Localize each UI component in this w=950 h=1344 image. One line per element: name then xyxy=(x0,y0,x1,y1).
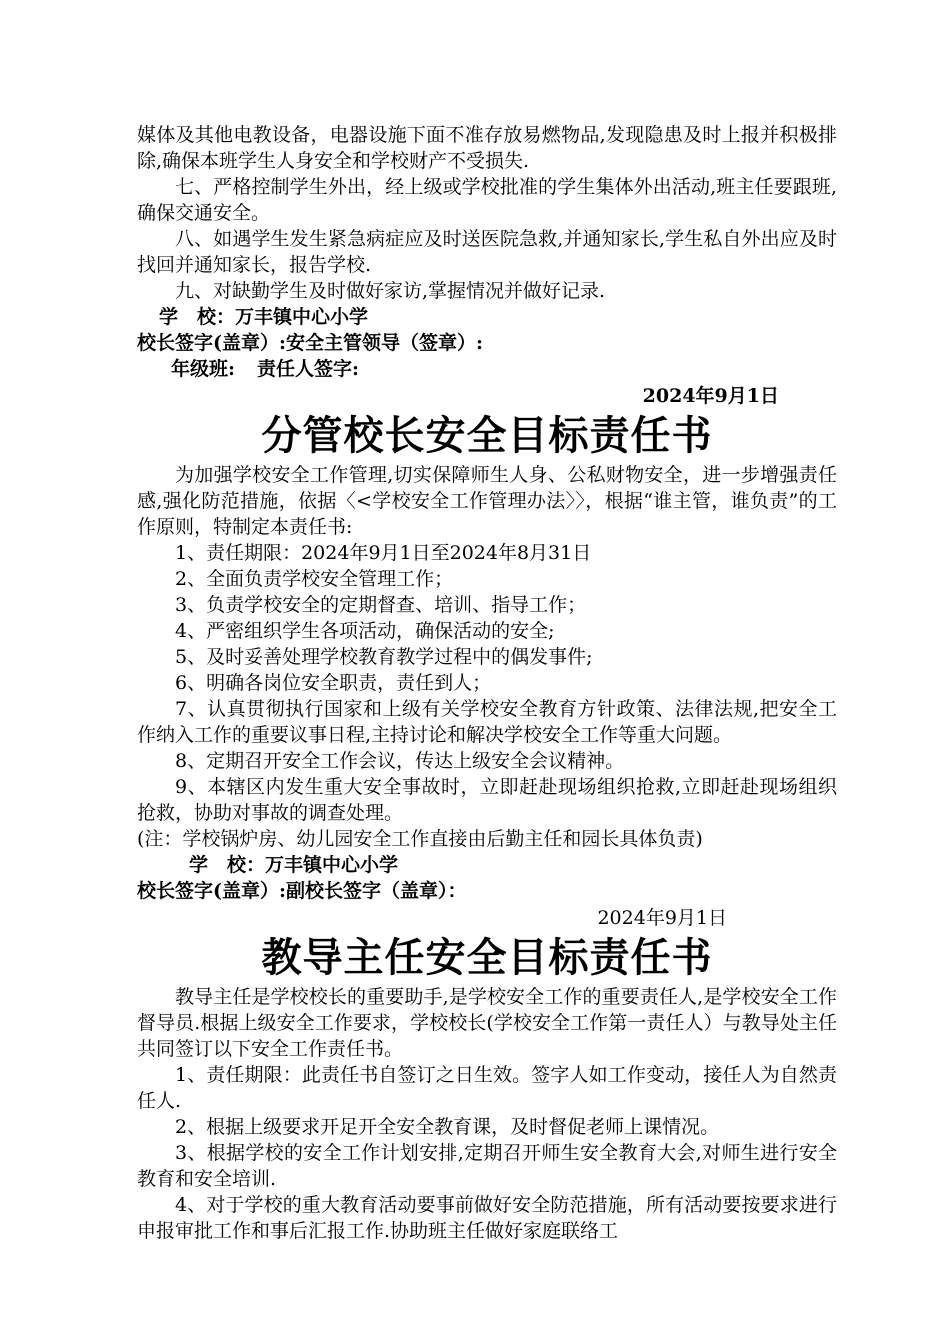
grade-label: 年级班: xyxy=(171,358,236,380)
section1-item-9: 九、对缺勤学生及时做好家访,掌握情况并做好记录. xyxy=(175,280,606,302)
section2-item-1: 1、责任期限：2024年9月1日至2024年8月31日 xyxy=(175,542,592,564)
section3-item-4: 4、对于学校的重大教育活动要事前做好安全防范措施，所有活动要按要求进行申报审批工作和事后汇报工作.协助班主任做好家庭联络工 xyxy=(137,1194,837,1242)
section1-paragraph-1: 媒体及其他电教设备，电器设施下面不准存放易燃物品,发现隐患及时上报并积极排除,确保本班学生人身安全和学校财产不受损失. xyxy=(137,124,837,172)
section1-grade-line xyxy=(137,356,837,382)
section2-item-3: 3、负责学校安全的定期督查、培训、指导工作； xyxy=(175,594,587,616)
section3-item-1: 1、责任期限：此责任书自签订之日生效。签字人如工作变动，接任人为自然责任人. xyxy=(137,1064,837,1112)
section2-item-5: 5、及时妥善处理学校教育教学过程中的偶发事件; xyxy=(175,646,593,668)
section2-intro: 为加强学校安全工作管理,切实保障师生人身、公私财物安全，进一步增强责任感,强化防范措施，依据〈<学校安全工作管理办法〉〉，根据“谁主管，谁负责”的工作原则，特制定本责任书: xyxy=(137,464,837,538)
section3-intro: 教导主任是学校校长的重要助手,是学校安全工作的重要责任人,是学校安全工作督导员.根据上级安全工作要求，学校校长(学校安全工作第一责任人）与教导处主任共同签订以下安全工作责任书。 xyxy=(137,986,837,1060)
section3-item-3: 3、根据学校的安全工作计划安排,定期召开师生安全教育大会,对师生进行安全教育和安全培训. xyxy=(137,1142,837,1190)
section2-item-6: 6、明确各岗位安全职责，责任到人； xyxy=(175,672,492,694)
section1-school-line: 学 校：万丰镇中心小学 xyxy=(159,306,369,328)
section1-item-8: 八、如遇学生发生紧急病症应及时送医院急救,并通知家长,学生私自外出应及时找回并通知家长，报告学校. xyxy=(137,228,837,276)
section2-sign-line: 校长签字(盖章）:副校长签字（盖章）： xyxy=(137,880,467,902)
section2-item-4: 4、严密组织学生各项活动，确保活动的安全; xyxy=(175,620,555,642)
section2-title: 分管校长安全目标责任书 xyxy=(261,412,713,459)
section3-title: 教导主任安全目标责任书 xyxy=(261,934,713,981)
section2-item-9: 9、本辖区内发生重大安全事故时，立即赶赴现场组织抢救,立即赶赴现场组织抢救，协助对事故的调查处理。 xyxy=(137,776,837,824)
section1-item-7: 七、严格控制学生外出，经上级或学校批准的学生集体外出活动,班主任要跟班,确保交通安全。 xyxy=(137,176,837,224)
responsible-label: 责任人签字: xyxy=(257,358,360,380)
section2-item-7: 7、认真贯彻执行国家和上级有关学校安全教育方针政策、法律法规,把安全工作纳入工作的重要议事日程,主持讨论和解决学校安全工作等重大问题。 xyxy=(137,698,837,746)
section2-note: (注：学校锅炉房、幼儿园安全工作直接由后勤主任和园长具体负责) xyxy=(137,828,703,850)
document-page xyxy=(137,122,837,1244)
section1-sign-line: 校长签字(盖章）:安全主管领导（签章）: xyxy=(137,332,484,354)
section2-school-line: 学 校：万丰镇中心小学 xyxy=(189,854,399,876)
section2-item-2: 2、全面负责学校安全管理工作； xyxy=(175,568,454,590)
section1-date: 2024年9月1日 xyxy=(642,385,779,407)
section3-item-2: 2、根据上级要求开足开全安全教育课，及时督促老师上课情况。 xyxy=(175,1116,720,1138)
section2-date: 2024年9月1日 xyxy=(597,907,727,929)
section2-item-8: 8、定期召开安全工作会议，传达上级安全会议精神。 xyxy=(175,750,625,772)
